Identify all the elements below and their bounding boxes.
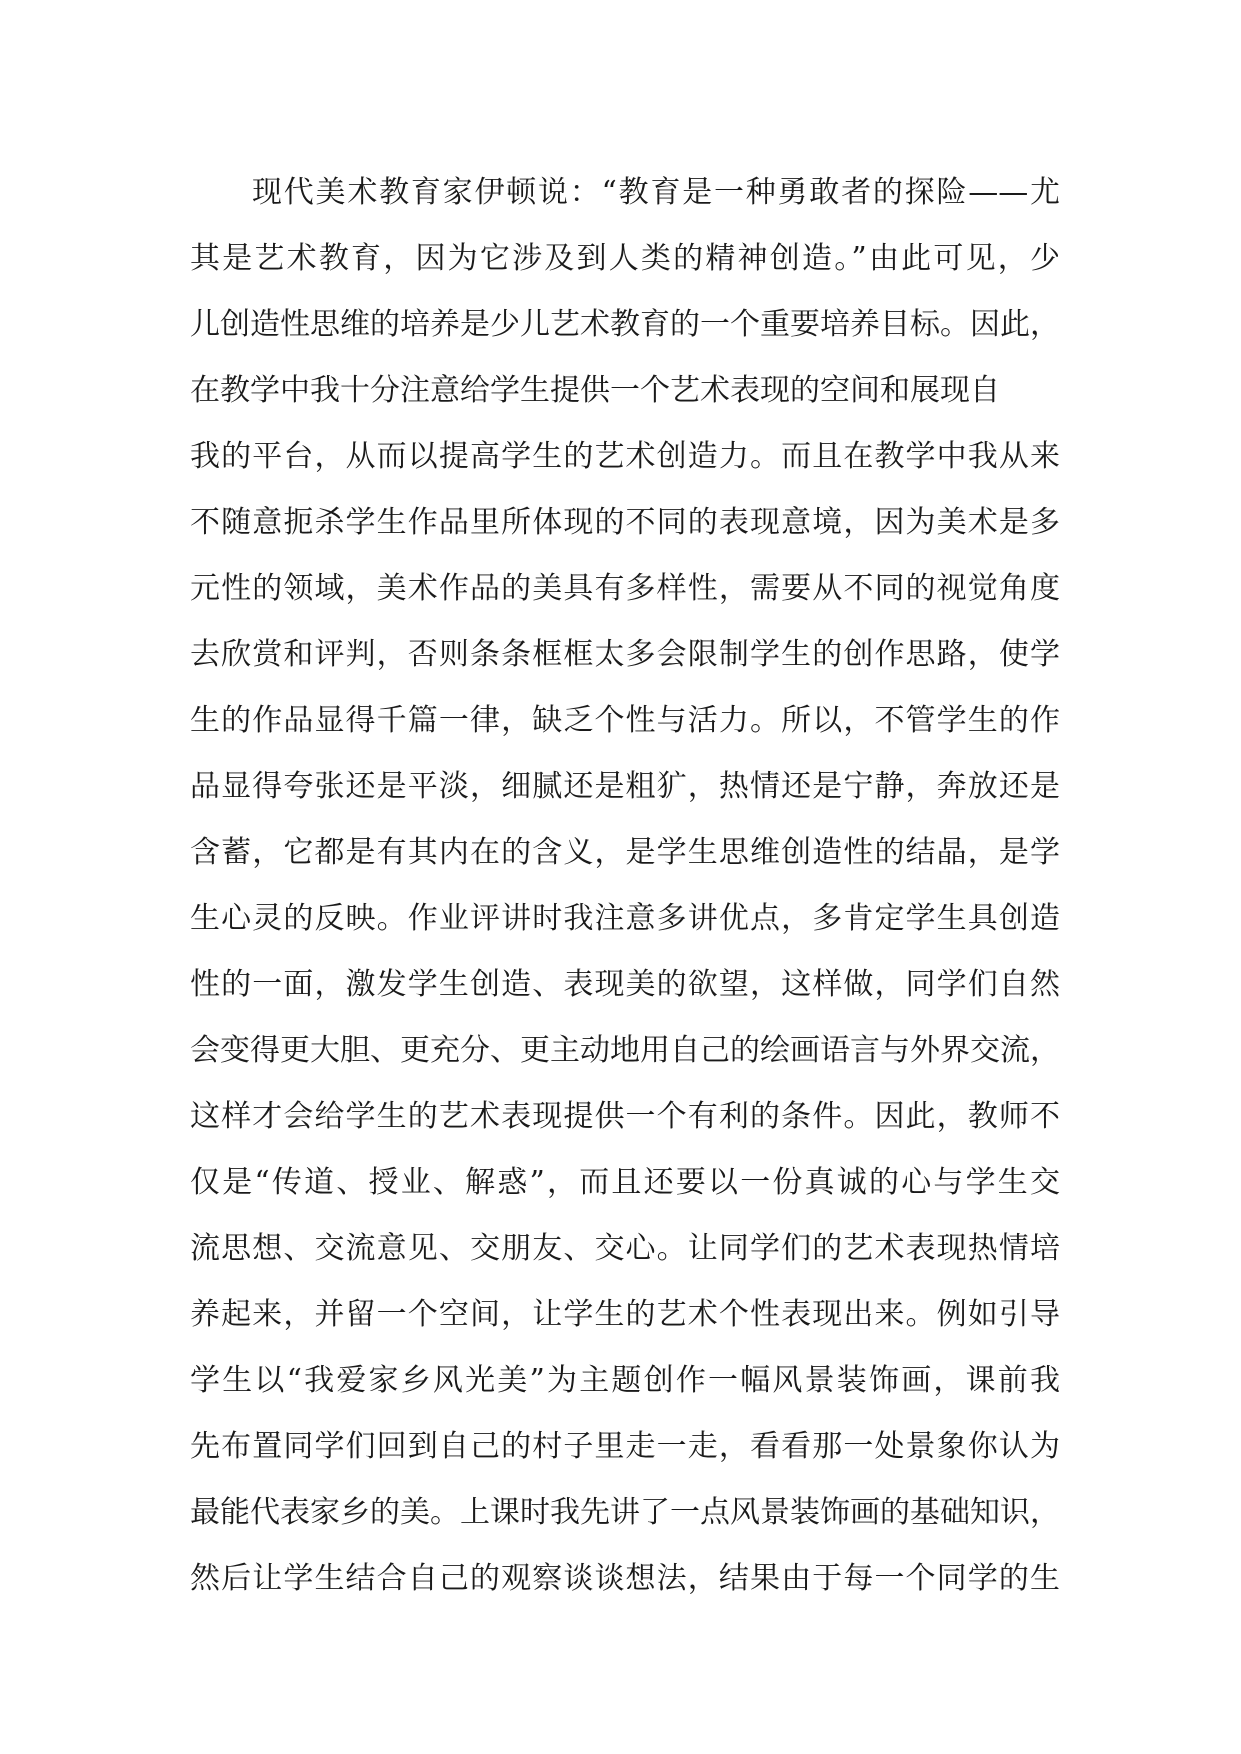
text-line: 不随意扼杀学生作品里所体现的不同的表现意境，因为美术是多 xyxy=(190,505,1060,540)
text-line: 生心灵的反映。作业评讲时我注意多讲优点，多肯定学生具创造 xyxy=(190,901,1060,936)
text-line: 儿创造性思维的培养是少儿艺术教育的一个重要培养目标。因此， xyxy=(190,307,1060,342)
text-line: 性的一面，激发学生创造、表现美的欲望，这样做，同学们自然 xyxy=(190,967,1060,1002)
text-line: 我的平台，从而以提高学生的艺术创造力。而且在教学中我从来 xyxy=(190,439,1060,474)
text-line: 先布置同学们回到自己的村子里走一走，看看那一处景象你认为 xyxy=(190,1429,1060,1464)
text-line: 生的作品显得千篇一律，缺乏个性与活力。所以，不管学生的作 xyxy=(190,703,1060,738)
text-line: 会变得更大胆、更充分、更主动地用自己的绘画语言与外界交流， xyxy=(190,1033,1060,1068)
text-line: 在教学中我十分注意给学生提供一个艺术表现的空间和展现自 xyxy=(190,373,1000,408)
text-line: 品显得夸张还是平淡，细腻还是粗犷，热情还是宁静，奔放还是 xyxy=(190,769,1060,804)
text-line: 学生以“我爱家乡风光美”为主题创作一幅风景装饰画，课前我 xyxy=(190,1363,1060,1398)
text-line: 其是艺术教育，因为它涉及到人类的精神创造。”由此可见，少 xyxy=(190,241,1060,276)
text-line: 仅是“传道、授业、解惑”，而且还要以一份真诚的心与学生交 xyxy=(190,1165,1060,1200)
text-line: 流思想、交流意见、交朋友、交心。让同学们的艺术表现热情培 xyxy=(190,1231,1060,1266)
text-line: 元性的领域，美术作品的美具有多样性，需要从不同的视觉角度 xyxy=(190,571,1060,606)
text-line: 现代美术教育家伊顿说：“教育是一种勇敢者的探险——尤 xyxy=(252,175,1060,210)
text-line: 这样才会给学生的艺术表现提供一个有利的条件。因此，教师不 xyxy=(190,1099,1060,1134)
body-paragraph xyxy=(190,160,1060,1612)
text-line: 去欣赏和评判，否则条条框框太多会限制学生的创作思路，使学 xyxy=(190,637,1060,672)
text-line: 然后让学生结合自己的观察谈谈想法，结果由于每一个同学的生 xyxy=(190,1561,1060,1596)
text-line: 含蓄，它都是有其内在的含义，是学生思维创造性的结晶，是学 xyxy=(190,835,1060,870)
text-line: 最能代表家乡的美。上课时我先讲了一点风景装饰画的基础知识， xyxy=(190,1495,1060,1530)
text-line: 养起来，并留一个空间，让学生的艺术个性表现出来。例如引导 xyxy=(190,1297,1060,1332)
